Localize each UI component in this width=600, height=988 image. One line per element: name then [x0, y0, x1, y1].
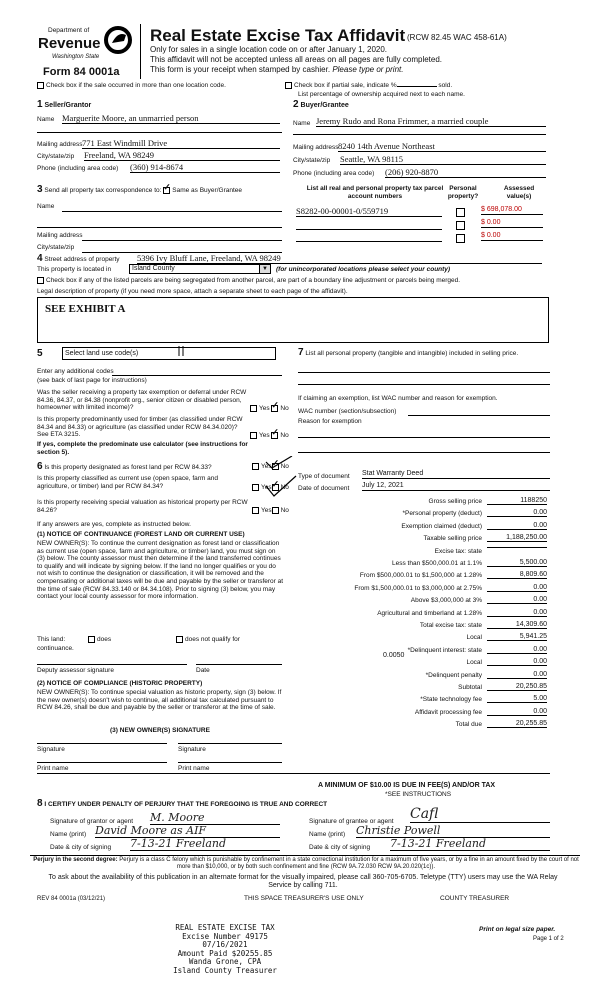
- handwritten-mark-icon: [176, 344, 186, 358]
- assessed-value-2[interactable]: $ 0.00: [481, 219, 543, 228]
- tax-row-value[interactable]: 0.00: [487, 584, 547, 592]
- tax-row-label: Taxable selling price: [423, 535, 482, 543]
- revision-label: REV 84 0001a (03/12/21): [37, 896, 106, 902]
- tax-row-value[interactable]: 0.00: [487, 708, 547, 716]
- tax-row-label: Total excise tax: state: [419, 622, 482, 629]
- section-1-heading: Seller/Grantor: [44, 102, 92, 109]
- handwritten-checkmarks-icon: [262, 456, 298, 506]
- assessed-value-3[interactable]: $ 0.00: [481, 232, 543, 241]
- buyer-name-field[interactable]: Jeremy Rudo and Rona Frimmer, a married couple: [316, 116, 546, 127]
- tax-row-value[interactable]: 8,809.60: [487, 571, 547, 579]
- perjury-text: Perjury is a class C felony which is punishable by confinement in a state correctional institution for a maximum of five years, or by a fine in an amount fixed by the court of not more than $10,000, or by both such confinement and fine (RCW 9A.72.030 RCW 9A.20.020(1c)).: [119, 857, 579, 870]
- multi-location-label: Check box if the sale occurred in more than one location code.: [46, 82, 226, 90]
- tax-row-label: *Personal property (deduct): [402, 510, 482, 518]
- tax-row-label: Excise tax: state: [434, 547, 482, 555]
- doc-date-field[interactable]: July 12, 2021: [362, 482, 550, 491]
- s3-city-label: City/state/zip: [37, 244, 75, 251]
- tax-row-label: Subtotal: [458, 684, 482, 691]
- title-reference: (RCW 82.45 WAC 458-61A): [407, 33, 507, 42]
- s6-note: If any answers are yes, complete as instructed below.: [37, 521, 191, 528]
- new-owner-print-label-2: Print name: [178, 765, 210, 772]
- land-does-label: does: [97, 636, 112, 644]
- buyer-phone-field[interactable]: (206) 920-8870: [385, 167, 546, 178]
- grantee-name[interactable]: Christie Powell: [356, 824, 550, 838]
- s6-q3-yes-label: Yes: [261, 507, 272, 515]
- see-instructions-note: *SEE INSTRUCTIONS: [385, 791, 452, 798]
- stamp-line-3: 07/16/2021: [202, 940, 248, 950]
- perjury-label: Perjury in the second degree:: [33, 857, 118, 863]
- segregated-label: Check box if any of the listed parcels are being segregated from another parcel, are part of a boundary line adjustment or parcels being merged.: [46, 277, 461, 285]
- grantee-signature-label: Signature of grantee or agent: [309, 818, 394, 825]
- tax-row-label: Affidavit processing fee: [414, 708, 482, 716]
- seller-mailing-field[interactable]: 771 East Windmill Drive: [82, 138, 280, 149]
- seller-phone-field[interactable]: (360) 914-8674: [130, 162, 280, 173]
- alt-format-note: To ask about the availability of this publication in an alternate format for the visually impaired, please call 360-705-6705. Teletype (TTY) users may use the WA Relay Service by calling 711.: [48, 874, 558, 889]
- section-3-number: 3: [37, 184, 43, 195]
- s5-question-1: Was the seller receiving a property tax exemption or deferral under RCW 84.36, 84.37, or 84.38 (nonprofit org., senior citizen or disabled person, homeowner with limited income)?: [37, 389, 247, 411]
- doc-type-label: Type of document: [298, 473, 350, 480]
- s6-heading-3: (3) NEW OWNER(S) SIGNATURE: [110, 727, 210, 734]
- dept-state: Washington State: [52, 54, 100, 60]
- seller-mailing-label: Mailing address: [37, 141, 83, 148]
- land-does-checkbox[interactable]: [88, 636, 95, 643]
- tax-row-label: From $1,500,000.01 to $3,000,000 at 2.75%: [354, 584, 482, 592]
- stamp-line-1: REAL ESTATE EXCISE TAX: [175, 923, 275, 932]
- this-land-label: This land:: [37, 636, 66, 643]
- seller-city-field[interactable]: Freeland, WA 98249: [84, 150, 280, 161]
- stamp-line-2: Excise Number 49175: [182, 931, 268, 941]
- grantor-signature-label: Signature of grantor or agent: [50, 818, 134, 825]
- seller-name-label: Name: [37, 116, 55, 123]
- new-owner-signature-label-1: Signature: [37, 746, 65, 753]
- s6-q1-yes-checkbox[interactable]: [252, 463, 259, 470]
- section-6-number: 6: [37, 461, 43, 472]
- section-7-text: List all personal property (tangible and intangible) included in selling price.: [305, 350, 519, 357]
- tax-row-value[interactable]: 1188250: [487, 497, 547, 505]
- parcel-number-2[interactable]: [296, 219, 442, 230]
- tax-row-label: Exemption claimed (deduct): [401, 522, 482, 530]
- parcel-number-3[interactable]: [296, 231, 442, 242]
- personal-property-header: Personal property?: [447, 185, 479, 200]
- s5-q2-yes-label: Yes: [259, 432, 270, 440]
- s6-q1-no-label: No: [280, 463, 289, 471]
- assessed-value-header: Assessed value(s): [503, 185, 535, 200]
- legal-size-note: Print on legal size paper.: [479, 926, 556, 933]
- tax-row-value[interactable]: 0.00: [487, 646, 547, 654]
- doc-date-label: Date of document: [298, 485, 350, 492]
- section-3-text: Send all property tax correspondence to:: [44, 187, 162, 194]
- partial-note: List percentage of ownership acquired next to each name.: [298, 91, 465, 98]
- tax-row-label: *Delinquent interest: state: [407, 646, 482, 654]
- page-title: Real Estate Excise Tax Affidavit: [150, 26, 406, 45]
- tax-row-value[interactable]: 0.00: [487, 522, 547, 530]
- s6-paragraph-1: NEW OWNER(S): To continue the current designation as forest land or classification as current use (open space, farm and agriculture, or timber) land, you must sign on (3) below. The county assessor must then determine if the land transferred continues to qualify and will indicate by signing below. If the land no longer qualifies or you do not wish to continue the designation or classification, it will be removed and the compensating or additional taxes will be due and payable by the seller or transferor at the time of sale (RCW 84.33.140 or 84.34.108). Prior to signing (3) below, you may contact your local county assessor for more information.: [37, 540, 284, 601]
- partial-sale-label: Check box if partial sale, indicate %: [294, 82, 397, 90]
- parcel-header: List all real and personal property tax parcel account numbers: [306, 185, 444, 200]
- stamp-line-6: Island County Treasurer: [173, 965, 277, 975]
- buyer-phone-label: Phone (including area code): [293, 170, 375, 177]
- section-2-number: 2: [293, 99, 299, 110]
- grantor-name-label: Name (print): [50, 831, 87, 838]
- wac-label: WAC number (section/subsection): [298, 408, 397, 415]
- buyer-mailing-label: Mailing address: [293, 144, 339, 151]
- section-8-heading: I CERTIFY UNDER PENALTY OF PERJURY THAT THE FOREGOING IS TRUE AND CORRECT: [44, 801, 328, 808]
- revenue-logo-icon: [104, 25, 132, 55]
- personal-property-checkbox-3[interactable]: [456, 234, 465, 243]
- seller-name-field[interactable]: Marguerite Moore, an unmarried person: [62, 113, 280, 124]
- assessed-value-1[interactable]: $ 698,078.00: [481, 206, 543, 215]
- section-4-number: 4: [37, 253, 43, 264]
- tax-row-label: Local: [466, 634, 482, 642]
- buyer-name-label: Name: [293, 120, 311, 127]
- grantee-date-label: Date & city of signing: [309, 844, 371, 851]
- deputy-date-label: Date: [196, 667, 210, 674]
- doc-type-field[interactable]: Stat Warranty Deed: [362, 470, 550, 479]
- s6-q2-yes-checkbox[interactable]: [252, 484, 259, 491]
- county-treasurer-label: COUNTY TREASURER: [440, 895, 510, 902]
- s6-question-2: Is this property classified as current use (open space, farm and agriculture, or timber) land per RCW 84.34?: [37, 475, 219, 490]
- same-as-buyer-checkbox[interactable]: [163, 187, 170, 194]
- tax-row-value[interactable]: 1,188,250.00: [487, 534, 547, 542]
- s5-q2-no-label: No: [280, 432, 289, 440]
- tax-row-value[interactable]: 5,500.00: [487, 559, 547, 567]
- tax-row-label: *Delinquent penalty: [425, 671, 482, 679]
- tax-row-value[interactable]: 0.00: [487, 658, 547, 666]
- seller-city-label: City/state/zip: [37, 153, 75, 160]
- chevron-down-icon: ▼: [259, 265, 270, 273]
- subtitle-2: This affidavit will not be accepted unless all areas on all pages are fully completed.: [150, 55, 443, 64]
- local-rate[interactable]: 0.0050: [383, 652, 405, 659]
- minimum-due-note: A MINIMUM OF $10.00 IS DUE IN FEE(S) AND/OR TAX: [318, 782, 496, 789]
- treasurer-use-label: THIS SPACE TREASURER'S USE ONLY: [244, 895, 364, 902]
- s5-question-2b: If yes, complete the predominate use calculator (see instructions for section 5).: [37, 441, 248, 456]
- same-as-buyer-label: Same as Buyer/Grantee: [172, 187, 242, 194]
- buyer-mailing-field[interactable]: 8240 14th Avenue Northeast: [338, 141, 546, 152]
- land-does-not-label: does not qualify for: [185, 636, 240, 644]
- tax-row-value[interactable]: 0.00: [487, 509, 547, 517]
- subtitle-1: Only for sales in a single location code on or after January 1, 2020.: [150, 45, 388, 54]
- legal-description-label: Legal description of property (if you need more space, attach a separate sheet to each page of the affidavit).: [37, 288, 348, 295]
- new-owner-print-label-1: Print name: [37, 765, 69, 772]
- tax-row-label: *State technology fee: [420, 696, 482, 704]
- s6-question-3: Is this property receiving special valuation as historical property per RCW 84.26?: [37, 499, 248, 514]
- parcel-number-1[interactable]: S8282-00-00001-0/559719: [296, 206, 442, 217]
- s6-q3-no-label: No: [280, 507, 289, 515]
- tax-row-value[interactable]: 20,255.85: [487, 720, 547, 728]
- buyer-city-label: City/state/zip: [293, 157, 331, 164]
- exemption-label: If claiming an exemption, list WAC number and reason for exemption.: [298, 395, 498, 402]
- reason-label: Reason for exemption: [298, 418, 362, 425]
- grantor-date-label: Date & city of signing: [50, 844, 112, 851]
- tax-row-label: Less than $500,000.01 at 1.1%: [392, 560, 482, 567]
- buyer-city-field[interactable]: Seattle, WA 98115: [340, 154, 546, 165]
- legal-description-box[interactable]: [37, 297, 549, 343]
- stamp-line-4: Amount Paid $20255.85: [177, 948, 273, 958]
- s6-paragraph-2: NEW OWNER(S): To continue special valuation as historic property, sign (3) below. If the new owner(s) doesn't wish to continue, all additional tax calculated pursuant to RCW 84.26, shall be due and payable by the seller or transferor at the time of sale.: [37, 689, 282, 712]
- partial-sale-checkbox[interactable]: [285, 82, 292, 89]
- tax-row-label: Gross selling price: [428, 498, 482, 505]
- multi-location-checkbox[interactable]: [37, 82, 44, 89]
- grantor-name[interactable]: David Moore as AIF: [95, 824, 280, 838]
- s3-name-label: Name: [37, 203, 55, 210]
- tax-row-value[interactable]: 0.00: [487, 609, 547, 617]
- county-select[interactable]: [129, 264, 271, 274]
- tax-row-value[interactable]: 0.00: [487, 671, 547, 679]
- street-address-label: Street address of property: [44, 256, 120, 263]
- section-8-number: 8: [37, 798, 43, 809]
- tax-row-label: Agricultural and timberland at 1.28%: [377, 609, 482, 617]
- partial-sold-label: sold.: [438, 82, 453, 90]
- land-use-select-label: Select land use code(s): [65, 350, 139, 357]
- grantor-signature[interactable]: M. Moore: [150, 811, 280, 825]
- county-note: (for unincorporated locations please select your county): [276, 266, 451, 273]
- subtitle-3: This form is your receipt when stamped by cashier.: [150, 65, 331, 74]
- stamp-line-5: Wanda Grone, CPA: [188, 957, 262, 967]
- tax-row-label: From $500,000.01 to $1,500,000 at 1.28%: [359, 572, 482, 580]
- s5-q1-yes-label: Yes: [259, 405, 270, 413]
- section-1-number: 1: [37, 99, 43, 110]
- tax-row-label: Above $3,000,000 at 3%: [410, 597, 482, 605]
- see-back-note: (see back of last page for instructions): [37, 377, 147, 384]
- s6-question-1: Is this property designated as forest land per RCW 84.33?: [44, 464, 212, 471]
- s5-q2-yes-checkbox[interactable]: [250, 432, 257, 439]
- s6-q3-yes-checkbox[interactable]: [252, 507, 259, 514]
- land-use-select[interactable]: [62, 347, 276, 360]
- new-owner-signature-label-2: Signature: [178, 746, 206, 753]
- tax-row-value[interactable]: 0.00: [487, 596, 547, 604]
- page-number: Page 1 of 2: [533, 936, 564, 942]
- tax-row-label: Local: [466, 659, 482, 667]
- tax-row-label: Total due: [455, 721, 482, 729]
- s6-heading-2: (2) NOTICE OF COMPLIANCE (HISTORIC PROPERTY): [37, 680, 203, 687]
- s6-q2-no-label: No: [280, 484, 289, 492]
- located-in-label: This property is located in: [37, 266, 112, 273]
- subtitle-3-italic: Please type or print.: [332, 65, 404, 74]
- seller-phone-label: Phone (including area code): [37, 165, 119, 172]
- s5-q1-no-label: No: [280, 405, 289, 413]
- personal-property-checkbox-2[interactable]: [456, 221, 465, 230]
- section-2-heading: Buyer/Grantee: [300, 102, 349, 109]
- county-value: Island County: [132, 265, 175, 272]
- section-5-number: 5: [37, 348, 43, 359]
- s5-q1-no-checkbox[interactable]: [271, 405, 278, 412]
- grantee-signature[interactable]: Cafl: [410, 806, 550, 823]
- s5-q1-yes-checkbox[interactable]: [250, 405, 257, 412]
- tax-row-value[interactable]: 20,250.85: [487, 683, 547, 691]
- grantor-date-city[interactable]: 7-13-21 Freeland: [130, 837, 280, 851]
- dept-revenue: Revenue: [38, 35, 101, 52]
- street-address-field[interactable]: 5396 Ivy Bluff Lane, Freeland, WA 98249: [137, 253, 542, 264]
- legal-description-value: SEE EXHIBIT A: [45, 303, 126, 315]
- s6-q3-no-checkbox[interactable]: [272, 507, 279, 514]
- additional-codes-label: Enter any additional codes: [37, 368, 114, 375]
- personal-property-checkbox-1[interactable]: [456, 208, 465, 217]
- segregated-checkbox[interactable]: [37, 277, 44, 284]
- s5-q2-no-checkbox[interactable]: [271, 432, 278, 439]
- tax-row-value[interactable]: 14,309.60: [487, 621, 547, 629]
- section-7-number: 7: [298, 347, 304, 358]
- treasurer-stamp: [160, 924, 290, 976]
- grantee-date-city[interactable]: 7-13-21 Freeland: [390, 837, 550, 851]
- form-number: Form 84 0001a: [43, 66, 120, 78]
- deputy-signature-label: Deputy assessor signature: [37, 667, 114, 674]
- tax-row-value[interactable]: 5,941.25: [487, 633, 547, 641]
- continuance-label: continuance.: [37, 645, 74, 652]
- s6-q1-yes-label: Yes: [261, 463, 272, 471]
- s3-mailing-label: Mailing address: [37, 232, 83, 239]
- tax-row-value[interactable]: [487, 547, 547, 548]
- s6-heading-1: (1) NOTICE OF CONTINUANCE (FOREST LAND OR CURRENT USE): [37, 531, 245, 538]
- s6-q2-yes-label: Yes: [261, 484, 272, 492]
- grantee-name-label: Name (print): [309, 831, 346, 838]
- land-does-not-checkbox[interactable]: [176, 636, 183, 643]
- dept-line1: Department of: [48, 27, 90, 34]
- s5-question-2: Is this property predominantly used for timber (as classified under RCW 84.34 and 84.33) or agriculture (as classified under RCW 84.34.020)? See ETA 3215.: [37, 416, 243, 438]
- tax-row-value[interactable]: 5.00: [487, 695, 547, 703]
